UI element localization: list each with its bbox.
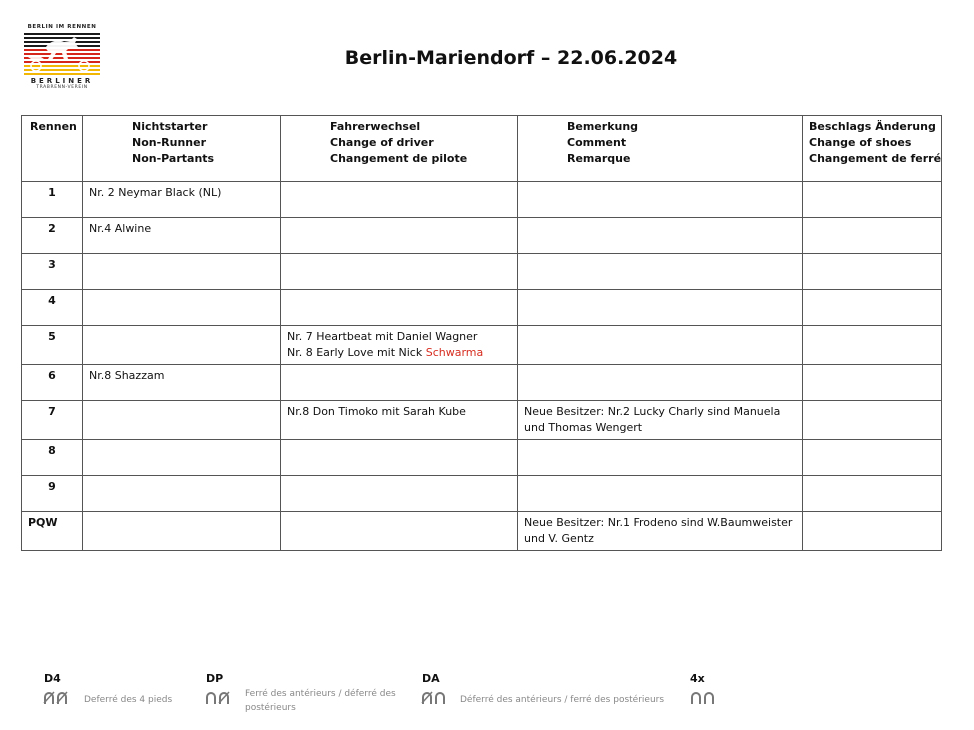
- fahrer-line: Nr. 7 Heartbeat mit Daniel Wagner: [287, 330, 478, 343]
- fahrerwechsel-cell: [281, 476, 518, 512]
- bemerkung-cell: [518, 401, 803, 440]
- logo-top-text: BERLIN IM RENNEN: [27, 24, 97, 30]
- fahrerwechsel-cell: [281, 326, 518, 365]
- nichtstarter-cell: [83, 512, 281, 551]
- bemerkung-line: Neue Besitzer: Nr.2 Lucky Charly sind Manuela: [524, 405, 781, 418]
- nichtstarter-cell: Nr.8 Shazzam: [83, 365, 281, 401]
- beschlag-cell: [803, 440, 942, 476]
- header-fahrerwechsel-fr: Changement de pilote: [330, 152, 468, 165]
- bemerkung-line-2: und V. Gentz: [524, 532, 594, 545]
- beschlag-cell: [803, 365, 942, 401]
- table-row: [22, 476, 942, 512]
- bemerkung-cell: [518, 365, 803, 401]
- race-number: 5: [22, 326, 83, 365]
- nichtstarter-cell: Nr. 2 Neymar Black (NL): [83, 182, 281, 218]
- fahrerwechsel-cell: [281, 512, 518, 551]
- legend-code-dp: DP: [206, 672, 224, 685]
- fahrerwechsel-cell: [281, 365, 518, 401]
- table-row: [22, 182, 942, 218]
- race-number: 1: [22, 182, 83, 218]
- legend-code-d4: D4: [44, 672, 61, 685]
- bemerkung-cell: [518, 326, 803, 365]
- legend-code-4x: 4x: [690, 672, 705, 685]
- beschlag-cell: [803, 326, 942, 365]
- nichtstarter-cell: [83, 401, 281, 440]
- legend-desc-dp-line-1: Ferré des antérieurs / déferré des: [245, 689, 396, 699]
- beschlag-cell: [803, 182, 942, 218]
- header-rennen-label: Rennen: [30, 120, 77, 133]
- table-row: [22, 440, 942, 476]
- header-bemerkung: [518, 116, 803, 182]
- bemerkung-cell: [518, 476, 803, 512]
- legend-desc-d4: Deferré des 4 pieds: [84, 695, 173, 705]
- header-beschlag-fr: Changement de ferré: [809, 152, 942, 165]
- header-nichtstarter-fr: Non-Partants: [132, 152, 215, 165]
- header-beschlag-de: Beschlags Änderung: [809, 120, 936, 133]
- header-fahrerwechsel-de: Fahrerwechsel: [330, 120, 421, 133]
- header-bemerkung-fr: Remarque: [567, 152, 631, 165]
- table-header-row: [22, 116, 942, 182]
- barefoot-all-four-icon: [43, 691, 69, 705]
- beschlag-cell: [803, 476, 942, 512]
- race-number: 9: [22, 476, 83, 512]
- highlighted-name: Schwarma: [425, 346, 484, 359]
- table-row: [22, 401, 942, 440]
- header-nichtstarter: [83, 116, 281, 182]
- beschlag-cell: [803, 290, 942, 326]
- fahrerwechsel-cell: [281, 182, 518, 218]
- race-number: 4: [22, 290, 83, 326]
- bemerkung-cell: [518, 440, 803, 476]
- page-title: Berlin-Mariendorf – 22.06.2024: [344, 47, 678, 69]
- header-fahrerwechsel-en: Change of driver: [330, 136, 434, 149]
- race-number: 7: [22, 401, 83, 440]
- fahrer-line-2-text: Nr. 8 Early Love mit Nick: [287, 346, 426, 359]
- race-changes-table: [21, 115, 942, 551]
- bemerkung-cell: [518, 218, 803, 254]
- table-row: [22, 365, 942, 401]
- barefoot-front-icon: [421, 691, 447, 705]
- nichtstarter-cell: [83, 326, 281, 365]
- legend-desc-da: Déferré des antérieurs / ferré des postérieurs: [460, 695, 665, 705]
- header-fahrerwechsel: [281, 116, 518, 182]
- logo-sub-text: TRABRENN-VEREIN: [36, 85, 88, 90]
- header-bemerkung-de: Bemerkung: [567, 120, 639, 133]
- fahrer-line: Nr.8 Don Timoko mit Sarah Kube: [287, 405, 466, 418]
- header-beschlag-en: Change of shoes: [809, 136, 912, 149]
- race-number: PQW: [22, 512, 83, 551]
- shod-all-four-icon: [690, 691, 716, 705]
- beschlag-cell: [803, 218, 942, 254]
- table-row: [22, 254, 942, 290]
- bemerkung-line: Neue Besitzer: Nr.1 Frodeno sind W.Baumweister: [524, 516, 793, 529]
- table-row: [22, 290, 942, 326]
- nichtstarter-cell: [83, 254, 281, 290]
- nichtstarter-cell: [83, 476, 281, 512]
- table-row: [22, 512, 942, 551]
- table-row: [22, 326, 942, 365]
- bemerkung-cell: [518, 254, 803, 290]
- logo-bottom-text: BERLINER: [30, 77, 94, 85]
- legend-desc-dp-line-2: postérieurs: [245, 703, 296, 713]
- shoeing-legend: [0, 670, 974, 730]
- race-number: 6: [22, 365, 83, 401]
- beschlag-cell: [803, 254, 942, 290]
- table-row: [22, 218, 942, 254]
- bemerkung-cell: [518, 182, 803, 218]
- barefoot-hind-icon: [205, 691, 231, 705]
- header-rennen: [22, 116, 83, 182]
- fahrerwechsel-cell: [281, 440, 518, 476]
- legend-desc-dp: [245, 687, 396, 715]
- fahrerwechsel-cell: [281, 218, 518, 254]
- bemerkung-line-2: und Thomas Wengert: [524, 421, 643, 434]
- header-nichtstarter-de: Nichtstarter: [132, 120, 208, 133]
- header-bemerkung-en: Comment: [567, 136, 627, 149]
- fahrerwechsel-cell: [281, 401, 518, 440]
- race-number: 8: [22, 440, 83, 476]
- fahrerwechsel-cell: [281, 254, 518, 290]
- header-beschlag: [803, 116, 942, 182]
- nichtstarter-cell: Nr.4 Alwine: [83, 218, 281, 254]
- fahrer-line-2: [287, 345, 511, 361]
- race-number: 3: [22, 254, 83, 290]
- fahrerwechsel-cell: [281, 290, 518, 326]
- race-number: 2: [22, 218, 83, 254]
- beschlag-cell: [803, 401, 942, 440]
- bemerkung-cell: [518, 512, 803, 551]
- bemerkung-cell: [518, 290, 803, 326]
- header-nichtstarter-en: Non-Runner: [132, 136, 207, 149]
- legend-code-da: DA: [422, 672, 440, 685]
- beschlag-cell: [803, 512, 942, 551]
- nichtstarter-cell: [83, 290, 281, 326]
- nichtstarter-cell: [83, 440, 281, 476]
